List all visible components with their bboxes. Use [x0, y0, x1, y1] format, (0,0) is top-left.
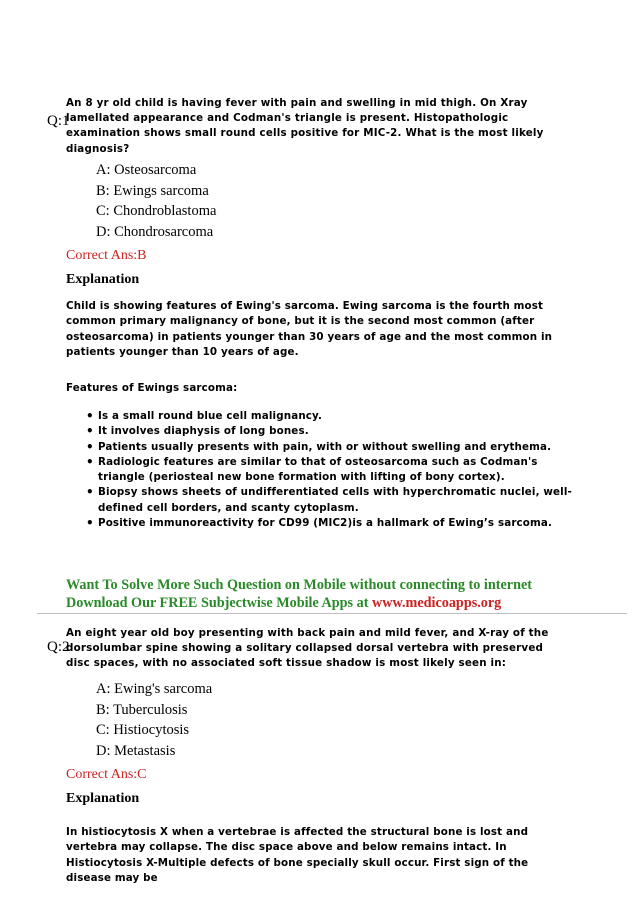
- question-1-option-c[interactable]: C: Chondroblastoma: [96, 203, 217, 220]
- question-2-explanation: In histiocytosis X when a vertebrae is affected the structural bone is lost and vertebra may collapse. The disc space above and below remains intact. In Histiocytosis X-Multiple defects of bone specially skull occur. First sign of the disease may be: [66, 826, 529, 884]
- features-list-item: • Positive immunoreactivity for CD99 (MIC2)is a hallmark of Ewing’s sarcoma.: [86, 516, 553, 531]
- question-2-text: An eight year old boy presenting with back pain and mild fever, and X-ray of the dorsolumbar spine showing a solitary collapsed dorsal vertebra with preserved disc spaces, with no associated soft tissue shadow is most likely seen in:: [66, 627, 549, 670]
- promo-banner: [66, 576, 606, 612]
- features-list: [80, 409, 580, 531]
- promo-link[interactable]: www.medicoapps.org: [372, 595, 502, 611]
- question-2-option-d[interactable]: D: Metastasis: [96, 743, 176, 760]
- question-2-option-a[interactable]: A: Ewing's sarcoma: [96, 681, 213, 697]
- features-list-item: • Biopsy shows sheets of undifferentiated cells with hyperchromatic nuclei, well-defined cell borders, and scanty cytoplasm.: [86, 485, 572, 514]
- features-list-item: • It involves diaphysis of long bones.: [86, 424, 309, 439]
- bullet-icon: •: [86, 485, 94, 500]
- question-2-explanation-heading: Explanation: [66, 791, 140, 806]
- section-divider: [37, 613, 627, 614]
- question-1-explanation-heading: Explanation: [66, 272, 140, 287]
- question-2-option-c[interactable]: C: Histiocytosis: [96, 722, 190, 739]
- question-2-options: [96, 679, 212, 762]
- bullet-icon: •: [86, 454, 94, 469]
- question-1-correct-answer: Correct Ans:B: [66, 248, 147, 263]
- question-2-correct-answer: Correct Ans:C: [66, 767, 147, 782]
- question-1-explanation: Child is showing features of Ewing's sarcoma. Ewing sarcoma is the fourth most common primary malignancy of bone, but it is the second most common (after osteosarcoma) in patients younger than 30 years of age and the most common in patients younger than 10 years of age.: [66, 300, 553, 358]
- question-2-label: Q:2: [47, 639, 70, 655]
- question-1-option-a[interactable]: A: Osteosarcoma: [96, 162, 197, 178]
- question-1-option-b[interactable]: B: Ewings sarcoma: [96, 182, 209, 199]
- question-1-label: Q:1: [47, 113, 70, 129]
- features-list-item: • Radiologic features are similar to that of osteosarcoma such as Codman's triangle (periosteal new bone formation with lifting of bony cortex).: [86, 454, 538, 484]
- promo-line-1: Want To Solve More Such Question on Mobile without connecting to internet: [66, 577, 532, 593]
- question-2-option-b[interactable]: B: Tuberculosis: [96, 701, 188, 718]
- question-1-options: [96, 160, 216, 243]
- promo-line-2: Download Our FREE Subjectwise Mobile Apps at www.medicoapps.org: [66, 595, 502, 611]
- features-heading: Features of Ewings sarcoma:: [66, 382, 238, 394]
- question-1-text: An 8 yr old child is having fever with pain and swelling in mid thigh. On Xray lamellated appearance and Codman's triangle is present. Histopathologic examination shows small round cells positive for MIC-2. What is the most likely diagnosis?: [66, 97, 544, 155]
- features-list-item: • Patients usually presents with pain, with or without swelling and erythema.: [86, 439, 552, 454]
- question-1-option-d[interactable]: D: Chondrosarcoma: [96, 224, 214, 241]
- bullet-icon: •: [86, 424, 94, 439]
- bullet-icon: •: [86, 516, 94, 531]
- features-list-item: • Is a small round blue cell malignancy.: [86, 409, 323, 423]
- bullet-icon: •: [86, 439, 94, 454]
- bullet-icon: •: [86, 409, 94, 423]
